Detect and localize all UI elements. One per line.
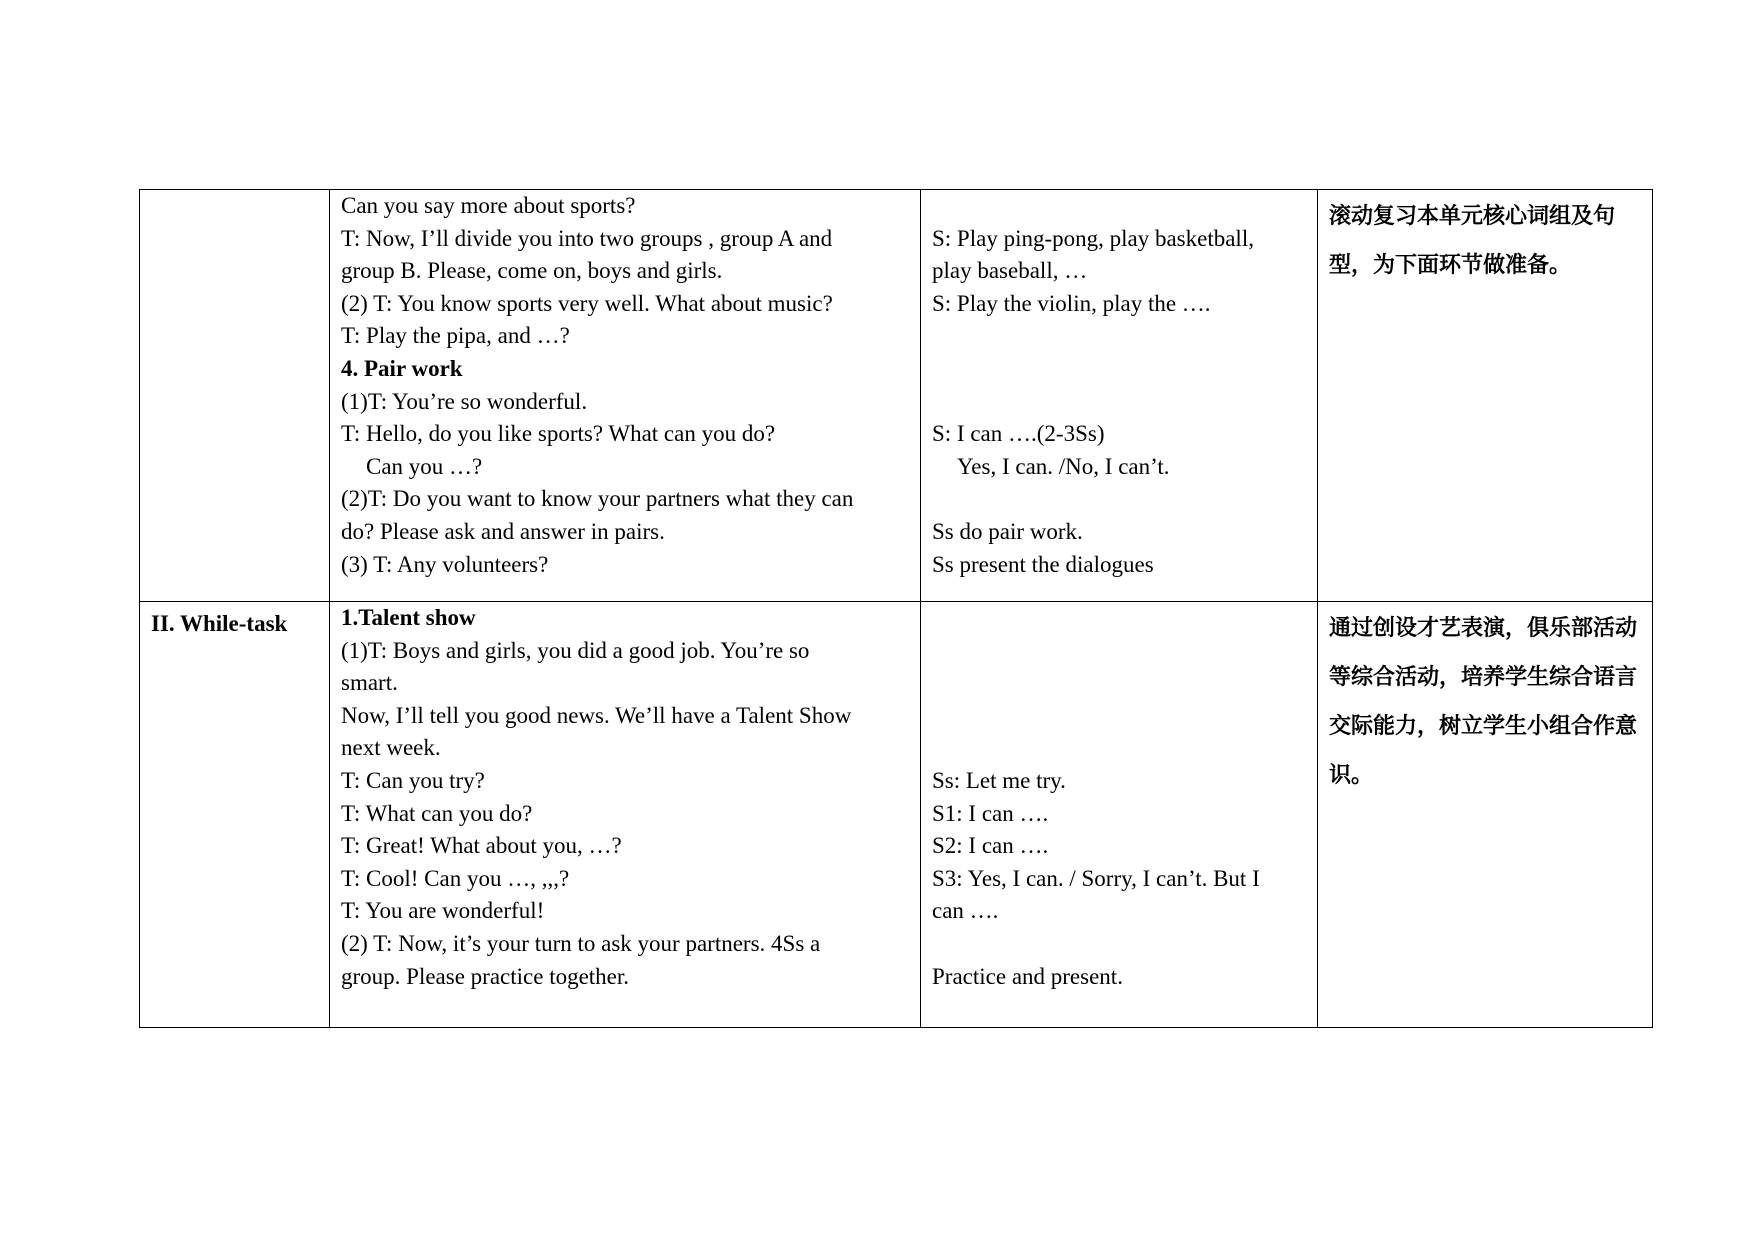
student-activity-cell [921,190,1318,602]
text-line: Ss: Let me try. [932,767,1066,793]
text-line: Ss present the dialogues [932,551,1154,577]
text-line: (2)T: Do you want to know your partners what they can [341,486,854,512]
text-line: group. Please practice together. [341,963,630,989]
blank-line [932,667,1307,700]
text-line: (2) T: You know sports very well. What about music? [341,290,833,316]
purpose-cell [1318,190,1653,602]
text-line: (2) T: Now, it’s your turn to ask your partners. 4Ss a [341,930,821,956]
purpose-cell [1318,602,1653,1028]
text-line: S1: I can …. [932,800,1049,826]
purpose-text: 滚动复习本单元核心词组及句型，为下面环节做准备。 [1329,204,1616,278]
stage-cell [140,602,330,1028]
text-line: S: I can ….(2-3Ss) [932,421,1105,447]
text-line: next week. [341,735,441,761]
text-line: (1)T: You’re so wonderful. [341,388,588,414]
text-line: (3) T: Any volunteers? [341,551,549,577]
text-line: Yes, I can. /No, I can’t. [957,453,1170,479]
blank-line [932,700,1307,733]
table-row [140,602,1653,1028]
text-line: T: Great! What about you, …? [341,833,622,859]
table-row [140,190,1653,602]
stage-cell [140,190,330,602]
text-line: smart. [341,670,398,696]
text-line: group B. Please, come on, boys and girls. [341,258,723,284]
text-line: T: Hello, do you like sports? What can you do? [341,421,776,447]
blank-line [932,928,1307,961]
stage-label: II. While-task [151,611,288,636]
text-line: do? Please ask and answer in pairs. [341,518,665,544]
text-line: T: You are wonderful! [341,898,545,924]
blank-line [932,190,1307,223]
text-line: Can you say more about sports? [341,193,636,218]
stage-label [151,190,319,196]
blank-line [932,386,1307,419]
text-line: T: Now, I’ll divide you into two groups , group A and [341,225,833,251]
text-line: T: Cool! Can you …, ,,,? [341,865,570,891]
text-line: Now, I’ll tell you good news. We’ll have a Talent Show [341,702,852,728]
text-line: 4. Pair work [341,355,463,381]
text-line: play baseball, … [932,258,1088,284]
text-line: (1)T: Boys and girls, you did a good job. You’re so [341,637,810,663]
text-line: T: What can you do? [341,800,533,826]
text-line: T: Play the pipa, and …? [341,323,570,349]
blank-line [932,732,1307,765]
lesson-plan-table [139,189,1653,1028]
blank-line [932,320,1307,353]
text-line: S: Play the violin, play the …. [932,290,1211,316]
text-line: Practice and present. [932,963,1123,989]
blank-line [932,353,1307,386]
blank-line [932,483,1307,516]
blank-line [932,635,1307,668]
teacher-activity-cell [330,602,921,1028]
text-line: 1.Talent show [341,605,476,630]
teacher-activity-cell [330,190,921,602]
text-line: T: Can you try? [341,767,485,793]
text-line: Ss do pair work. [932,518,1083,544]
blank-line [932,602,1307,635]
text-line: S3: Yes, I can. / Sorry, I can’t. But I [932,865,1260,891]
text-line: can …. [932,898,999,924]
student-activity-cell [921,602,1318,1028]
text-line: S2: I can …. [932,833,1049,859]
text-line: Can you …? [366,453,483,479]
purpose-text: 通过创设才艺表演，俱乐部活动等综合活动，培养学生综合语言交际能力，树立学生小组合作意识。 [1329,616,1638,788]
text-line: S: Play ping-pong, play basketball, [932,225,1254,251]
